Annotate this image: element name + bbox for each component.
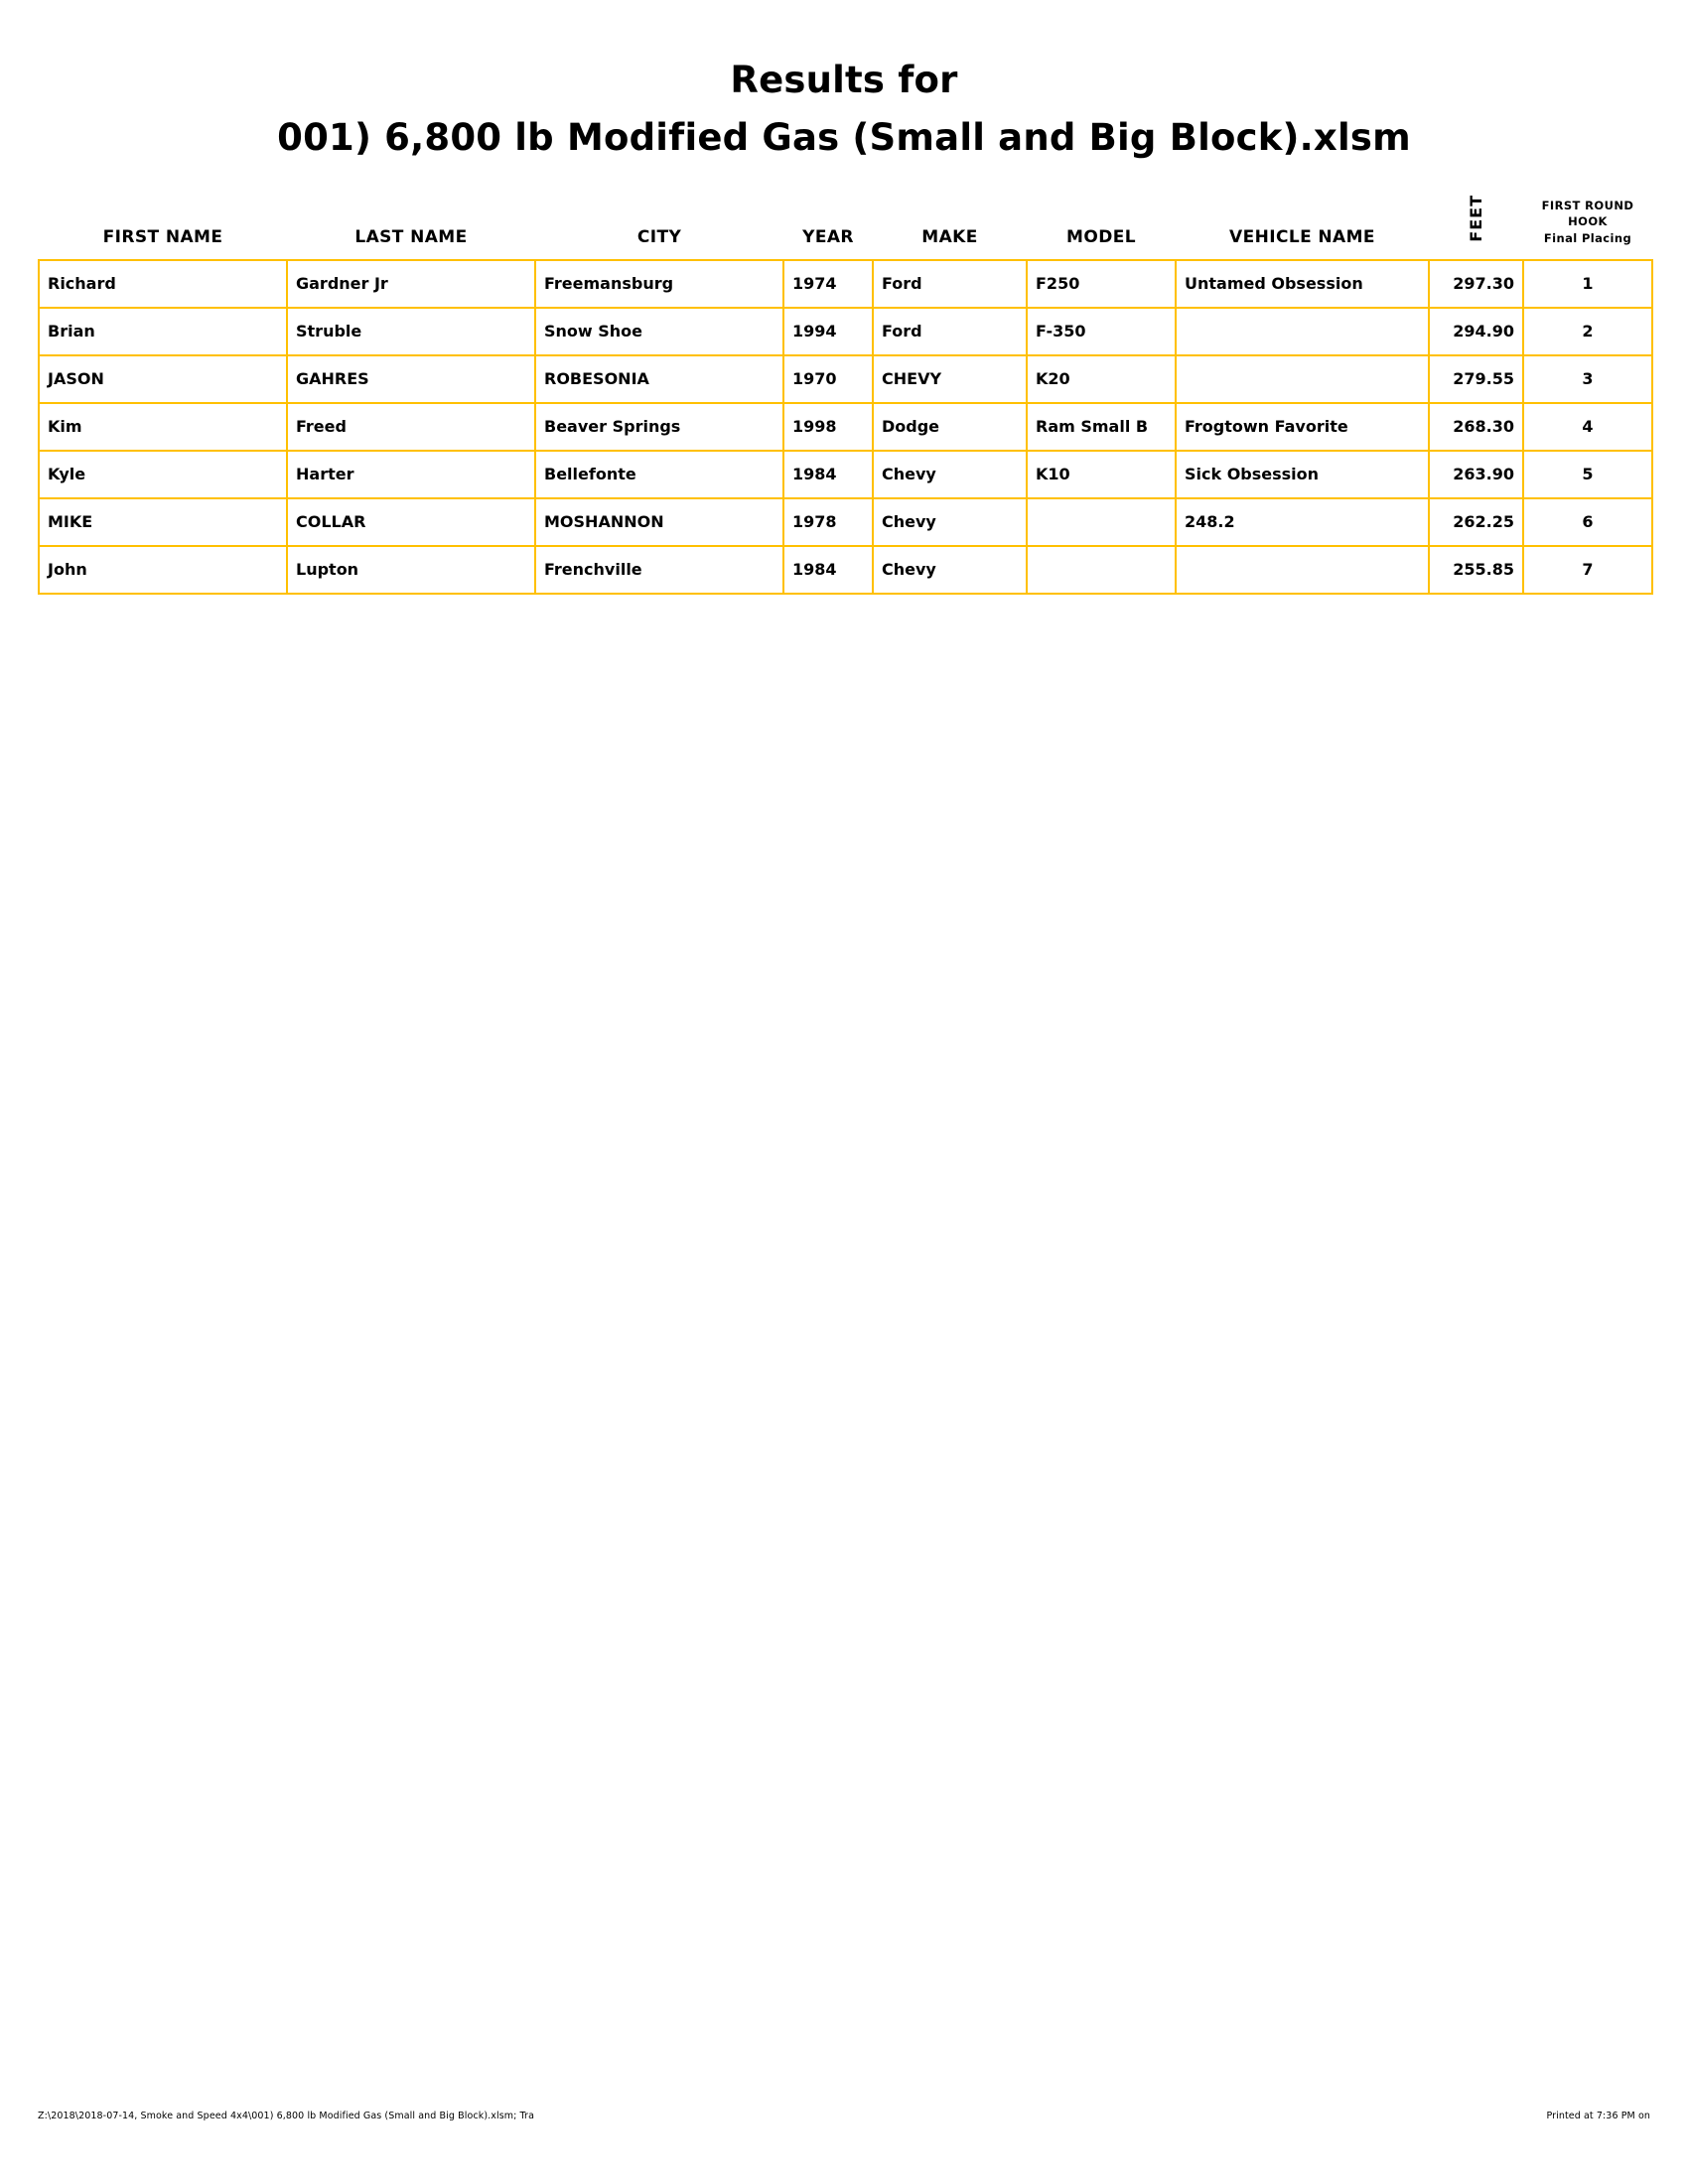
cell-make: Ford bbox=[873, 260, 1027, 308]
cell-first-name: Kyle bbox=[39, 451, 287, 498]
document-title bbox=[0, 0, 1688, 162]
cell-feet: 268.30 bbox=[1429, 403, 1523, 451]
cell-year: 1974 bbox=[783, 260, 873, 308]
title-line-1: Results for bbox=[730, 59, 958, 101]
cell-make: Chevy bbox=[873, 546, 1027, 594]
cell-placing: 1 bbox=[1523, 260, 1652, 308]
placing-header-line-3: Final Placing bbox=[1543, 231, 1632, 246]
table-row bbox=[39, 451, 1652, 498]
cell-first-name: MIKE bbox=[39, 498, 287, 546]
cell-year: 1984 bbox=[783, 451, 873, 498]
cell-feet: 262.25 bbox=[1429, 498, 1523, 546]
cell-model: K20 bbox=[1027, 355, 1176, 403]
cell-placing: 7 bbox=[1523, 546, 1652, 594]
cell-placing: 2 bbox=[1523, 308, 1652, 355]
column-header-city: CITY bbox=[636, 226, 682, 247]
cell-year: 1984 bbox=[783, 546, 873, 594]
cell-year: 1978 bbox=[783, 498, 873, 546]
cell-last-name: Struble bbox=[287, 308, 535, 355]
cell-year: 1998 bbox=[783, 403, 873, 451]
cell-placing: 3 bbox=[1523, 355, 1652, 403]
table-row bbox=[39, 498, 1652, 546]
cell-first-name: JASON bbox=[39, 355, 287, 403]
cell-vehicle-name bbox=[1176, 546, 1429, 594]
table-row bbox=[39, 308, 1652, 355]
results-table-wrapper bbox=[38, 195, 1651, 595]
column-header-vehicle-name: VEHICLE NAME bbox=[1229, 226, 1375, 247]
table-row bbox=[39, 546, 1652, 594]
footer-file-path: Z:\2018\2018-07-14, Smoke and Speed 4x4\001) 6,800 lb Modified Gas (Small and Big Block).xlsm; Tra bbox=[38, 2111, 534, 2121]
placing-header-line-2: HOOK bbox=[1568, 214, 1608, 229]
cell-vehicle-name: Sick Obsession bbox=[1176, 451, 1429, 498]
cell-model: K10 bbox=[1027, 451, 1176, 498]
cell-first-name: Richard bbox=[39, 260, 287, 308]
cell-feet: 263.90 bbox=[1429, 451, 1523, 498]
cell-last-name: Lupton bbox=[287, 546, 535, 594]
column-header-final-placing bbox=[1523, 195, 1652, 260]
cell-feet: 294.90 bbox=[1429, 308, 1523, 355]
cell-city: Frenchville bbox=[535, 546, 783, 594]
table-row bbox=[39, 260, 1652, 308]
cell-city: MOSHANNON bbox=[535, 498, 783, 546]
cell-placing: 5 bbox=[1523, 451, 1652, 498]
cell-last-name: GAHRES bbox=[287, 355, 535, 403]
cell-first-name: Brian bbox=[39, 308, 287, 355]
column-header-feet-label: FEET bbox=[1466, 195, 1485, 242]
cell-vehicle-name: Frogtown Favorite bbox=[1176, 403, 1429, 451]
cell-placing: 6 bbox=[1523, 498, 1652, 546]
cell-first-name: Kim bbox=[39, 403, 287, 451]
column-header-first-name: FIRST NAME bbox=[102, 226, 223, 247]
cell-year: 1994 bbox=[783, 308, 873, 355]
cell-model bbox=[1027, 546, 1176, 594]
footer-printed-at: Printed at 7:36 PM on bbox=[1546, 2111, 1650, 2121]
cell-last-name: Harter bbox=[287, 451, 535, 498]
cell-make: CHEVY bbox=[873, 355, 1027, 403]
cell-vehicle-name: 248.2 bbox=[1176, 498, 1429, 546]
cell-vehicle-name bbox=[1176, 355, 1429, 403]
cell-city: ROBESONIA bbox=[535, 355, 783, 403]
cell-last-name: Freed bbox=[287, 403, 535, 451]
cell-vehicle-name bbox=[1176, 308, 1429, 355]
cell-feet: 255.85 bbox=[1429, 546, 1523, 594]
cell-make: Chevy bbox=[873, 498, 1027, 546]
placing-header-line-1: FIRST ROUND bbox=[1541, 198, 1634, 212]
cell-last-name: Gardner Jr bbox=[287, 260, 535, 308]
cell-year: 1970 bbox=[783, 355, 873, 403]
column-header-model: MODEL bbox=[1066, 226, 1136, 247]
table-body bbox=[39, 260, 1652, 594]
cell-vehicle-name: Untamed Obsession bbox=[1176, 260, 1429, 308]
cell-make: Chevy bbox=[873, 451, 1027, 498]
results-table bbox=[38, 195, 1653, 595]
cell-feet: 297.30 bbox=[1429, 260, 1523, 308]
cell-model: F-350 bbox=[1027, 308, 1176, 355]
column-header-feet bbox=[1429, 195, 1523, 260]
title-line-2: 001) 6,800 lb Modified Gas (Small and Big Block).xlsm bbox=[277, 116, 1411, 160]
cell-city: Snow Shoe bbox=[535, 308, 783, 355]
cell-model bbox=[1027, 498, 1176, 546]
table-header-row bbox=[39, 195, 1652, 260]
cell-last-name: COLLAR bbox=[287, 498, 535, 546]
cell-city: Freemansburg bbox=[535, 260, 783, 308]
table-row bbox=[39, 355, 1652, 403]
column-header-last-name: LAST NAME bbox=[354, 226, 468, 247]
cell-first-name: John bbox=[39, 546, 287, 594]
column-header-year: YEAR bbox=[802, 226, 854, 247]
cell-model: Ram Small B bbox=[1027, 403, 1176, 451]
page-footer bbox=[38, 2111, 1650, 2126]
cell-make: Dodge bbox=[873, 403, 1027, 451]
table-row bbox=[39, 403, 1652, 451]
table-header bbox=[39, 195, 1652, 260]
cell-make: Ford bbox=[873, 308, 1027, 355]
cell-model: F250 bbox=[1027, 260, 1176, 308]
cell-placing: 4 bbox=[1523, 403, 1652, 451]
cell-city: Bellefonte bbox=[535, 451, 783, 498]
column-header-make: MAKE bbox=[921, 226, 978, 247]
cell-city: Beaver Springs bbox=[535, 403, 783, 451]
cell-feet: 279.55 bbox=[1429, 355, 1523, 403]
